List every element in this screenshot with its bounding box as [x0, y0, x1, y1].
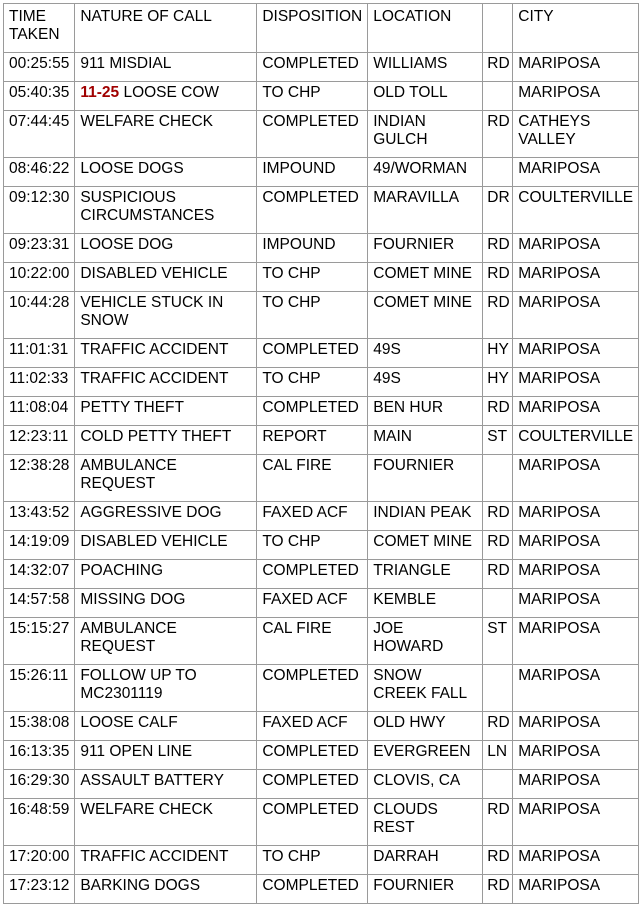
- cell-disposition: COMPLETED: [257, 397, 368, 426]
- table-row: [4, 770, 639, 799]
- cell-disposition: IMPOUND: [257, 234, 368, 263]
- table-row: [4, 292, 639, 339]
- cell-time-taken: 17:23:12: [4, 875, 75, 904]
- cell-nature-of-call: [75, 111, 257, 158]
- cell-street-suffix: HY: [483, 368, 513, 397]
- cell-disposition: FAXED ACF: [257, 712, 368, 741]
- header-city: CITY: [513, 4, 639, 53]
- cell-disposition: TO CHP: [257, 263, 368, 292]
- cell-disposition: REPORT: [257, 426, 368, 455]
- cell-location: FOURNIER: [368, 455, 483, 502]
- cell-street-suffix: [483, 455, 513, 502]
- cell-disposition: TO CHP: [257, 368, 368, 397]
- table-row: [4, 111, 639, 158]
- cell-city: MARIPOSA: [513, 665, 639, 712]
- cell-disposition: COMPLETED: [257, 111, 368, 158]
- cell-city: MARIPOSA: [513, 741, 639, 770]
- nature-text: AMBULANCE REQUEST: [80, 457, 182, 492]
- cell-disposition: COMPLETED: [257, 560, 368, 589]
- cell-location: OLD HWY: [368, 712, 483, 741]
- table-row: [4, 846, 639, 875]
- nature-text: TRAFFIC ACCIDENT: [80, 370, 229, 387]
- cell-street-suffix: [483, 82, 513, 111]
- nature-text: COLD PETTY THEFT: [80, 428, 232, 445]
- table-row: [4, 455, 639, 502]
- cell-street-suffix: [483, 158, 513, 187]
- cell-time-taken: 11:08:04: [4, 397, 75, 426]
- cell-street-suffix: ST: [483, 426, 513, 455]
- table-row: [4, 875, 639, 904]
- table-row: [4, 799, 639, 846]
- cell-street-suffix: RD: [483, 502, 513, 531]
- cell-location: CLOUDS REST: [368, 799, 483, 846]
- cell-disposition: FAXED ACF: [257, 589, 368, 618]
- cell-time-taken: 12:38:28: [4, 455, 75, 502]
- cell-street-suffix: [483, 589, 513, 618]
- table-row: [4, 560, 639, 589]
- table-row: [4, 158, 639, 187]
- table-row: [4, 589, 639, 618]
- cell-nature-of-call: [75, 589, 257, 618]
- cell-location: SNOW CREEK FALL: [368, 665, 483, 712]
- cell-street-suffix: DR: [483, 187, 513, 234]
- cell-nature-of-call: [75, 846, 257, 875]
- cell-time-taken: 10:22:00: [4, 263, 75, 292]
- cell-disposition: COMPLETED: [257, 741, 368, 770]
- cell-disposition: COMPLETED: [257, 875, 368, 904]
- cell-street-suffix: RD: [483, 560, 513, 589]
- cell-time-taken: 11:01:31: [4, 339, 75, 368]
- nature-text: PETTY THEFT: [80, 399, 184, 416]
- header-location: LOCATION: [368, 4, 483, 53]
- nature-text: TRAFFIC ACCIDENT: [80, 848, 229, 865]
- cell-location: KEMBLE: [368, 589, 483, 618]
- table-row: [4, 263, 639, 292]
- cell-time-taken: 14:57:58: [4, 589, 75, 618]
- cell-street-suffix: RD: [483, 263, 513, 292]
- cell-location: OLD TOLL: [368, 82, 483, 111]
- cell-time-taken: 00:25:55: [4, 53, 75, 82]
- cell-time-taken: 09:23:31: [4, 234, 75, 263]
- table-header-row: [4, 4, 639, 53]
- table-row: [4, 531, 639, 560]
- nature-text: MISSING DOG: [80, 591, 186, 608]
- cell-city: COULTERVILLE: [513, 426, 639, 455]
- header-nature-of-call: NATURE OF CALL: [75, 4, 257, 53]
- cell-time-taken: 16:48:59: [4, 799, 75, 846]
- cell-street-suffix: RD: [483, 234, 513, 263]
- nature-text: ASSAULT BATTERY: [80, 772, 224, 789]
- cell-time-taken: 16:29:30: [4, 770, 75, 799]
- cell-location: EVERGREEN: [368, 741, 483, 770]
- cell-location: JOE HOWARD: [368, 618, 483, 665]
- table-row: [4, 339, 639, 368]
- cell-time-taken: 05:40:35: [4, 82, 75, 111]
- cell-city: MARIPOSA: [513, 53, 639, 82]
- cell-city: MARIPOSA: [513, 770, 639, 799]
- cell-disposition: COMPLETED: [257, 53, 368, 82]
- cell-city: MARIPOSA: [513, 339, 639, 368]
- table-row: [4, 741, 639, 770]
- header-time-taken: TIME TAKEN: [4, 4, 75, 53]
- cell-location: TRIANGLE: [368, 560, 483, 589]
- cell-time-taken: 15:15:27: [4, 618, 75, 665]
- nature-text: SUSPICIOUS CIRCUMSTANCES: [80, 189, 215, 224]
- cell-location: COMET MINE: [368, 263, 483, 292]
- cell-disposition: COMPLETED: [257, 187, 368, 234]
- cell-location: INDIAN PEAK: [368, 502, 483, 531]
- cell-location: COMET MINE: [368, 531, 483, 560]
- cell-nature-of-call: [75, 665, 257, 712]
- cell-time-taken: 17:20:00: [4, 846, 75, 875]
- cell-street-suffix: RD: [483, 53, 513, 82]
- cell-street-suffix: RD: [483, 397, 513, 426]
- cell-location: MAIN: [368, 426, 483, 455]
- table-row: [4, 82, 639, 111]
- cell-disposition: COMPLETED: [257, 799, 368, 846]
- table-row: [4, 368, 639, 397]
- nature-text: FOLLOW UP TO MC2301119: [80, 667, 201, 702]
- table-row: [4, 397, 639, 426]
- cell-city: MARIPOSA: [513, 502, 639, 531]
- cell-street-suffix: RD: [483, 531, 513, 560]
- nature-text: BARKING DOGS: [80, 877, 201, 894]
- cell-city: CATHEYS VALLEY: [513, 111, 639, 158]
- cell-city: MARIPOSA: [513, 82, 639, 111]
- cell-disposition: CAL FIRE: [257, 455, 368, 502]
- cell-city: MARIPOSA: [513, 368, 639, 397]
- nature-text: DISABLED VEHICLE: [80, 533, 228, 550]
- cell-time-taken: 07:44:45: [4, 111, 75, 158]
- cell-time-taken: 15:26:11: [4, 665, 75, 712]
- nature-text: LOOSE DOGS: [80, 160, 184, 177]
- call-log-table: [3, 3, 639, 904]
- cell-nature-of-call: [75, 560, 257, 589]
- cell-time-taken: 14:32:07: [4, 560, 75, 589]
- cell-location: COMET MINE: [368, 292, 483, 339]
- cell-city: MARIPOSA: [513, 292, 639, 339]
- cell-city: MARIPOSA: [513, 234, 639, 263]
- cell-disposition: COMPLETED: [257, 770, 368, 799]
- nature-text: AGGRESSIVE DOG: [80, 504, 222, 521]
- cell-nature-of-call: [75, 770, 257, 799]
- nature-text: LOOSE COW: [119, 84, 220, 101]
- cell-city: MARIPOSA: [513, 846, 639, 875]
- cell-city: MARIPOSA: [513, 531, 639, 560]
- cell-street-suffix: ST: [483, 618, 513, 665]
- cell-nature-of-call: [75, 397, 257, 426]
- cell-nature-of-call: [75, 53, 257, 82]
- cell-location: 49/WORMAN: [368, 158, 483, 187]
- cell-city: MARIPOSA: [513, 799, 639, 846]
- cell-time-taken: 13:43:52: [4, 502, 75, 531]
- cell-disposition: COMPLETED: [257, 665, 368, 712]
- cell-nature-of-call: [75, 741, 257, 770]
- cell-disposition: CAL FIRE: [257, 618, 368, 665]
- cell-city: MARIPOSA: [513, 158, 639, 187]
- cell-nature-of-call: [75, 455, 257, 502]
- cell-location: CLOVIS, CA: [368, 770, 483, 799]
- cell-nature-of-call: [75, 187, 257, 234]
- cell-city: MARIPOSA: [513, 712, 639, 741]
- table-row: [4, 187, 639, 234]
- table-row: [4, 712, 639, 741]
- cell-location: 49S: [368, 339, 483, 368]
- cell-street-suffix: HY: [483, 339, 513, 368]
- cell-disposition: COMPLETED: [257, 339, 368, 368]
- cell-nature-of-call: [75, 712, 257, 741]
- cell-nature-of-call: [75, 502, 257, 531]
- cell-location: 49S: [368, 368, 483, 397]
- cell-time-taken: 09:12:30: [4, 187, 75, 234]
- cell-street-suffix: RD: [483, 846, 513, 875]
- table-row: [4, 53, 639, 82]
- cell-location: MARAVILLA: [368, 187, 483, 234]
- table-row: [4, 502, 639, 531]
- cell-nature-of-call: [75, 531, 257, 560]
- call-code-label: 11-25: [80, 84, 120, 101]
- cell-city: COULTERVILLE: [513, 187, 639, 234]
- cell-nature-of-call: [75, 158, 257, 187]
- cell-time-taken: 15:38:08: [4, 712, 75, 741]
- cell-time-taken: 08:46:22: [4, 158, 75, 187]
- cell-city: MARIPOSA: [513, 589, 639, 618]
- cell-time-taken: 11:02:33: [4, 368, 75, 397]
- cell-disposition: TO CHP: [257, 846, 368, 875]
- table-row: [4, 234, 639, 263]
- cell-city: MARIPOSA: [513, 618, 639, 665]
- nature-text: VEHICLE STUCK IN SNOW: [80, 294, 228, 329]
- nature-text: 911 OPEN LINE: [80, 743, 193, 760]
- nature-text: WELFARE CHECK: [80, 113, 213, 130]
- cell-time-taken: 14:19:09: [4, 531, 75, 560]
- cell-street-suffix: [483, 770, 513, 799]
- cell-nature-of-call: [75, 618, 257, 665]
- cell-street-suffix: LN: [483, 741, 513, 770]
- cell-city: MARIPOSA: [513, 397, 639, 426]
- cell-location: INDIAN GULCH: [368, 111, 483, 158]
- cell-nature-of-call: [75, 234, 257, 263]
- cell-nature-of-call: [75, 875, 257, 904]
- header-suffix: [483, 4, 513, 53]
- cell-city: MARIPOSA: [513, 560, 639, 589]
- nature-text: AMBULANCE REQUEST: [80, 620, 182, 655]
- nature-text: POACHING: [80, 562, 164, 579]
- cell-time-taken: 16:13:35: [4, 741, 75, 770]
- cell-street-suffix: RD: [483, 292, 513, 339]
- cell-street-suffix: [483, 665, 513, 712]
- cell-location: BEN HUR: [368, 397, 483, 426]
- table-row: [4, 618, 639, 665]
- cell-nature-of-call: [75, 799, 257, 846]
- table-row: [4, 665, 639, 712]
- cell-disposition: TO CHP: [257, 292, 368, 339]
- cell-nature-of-call: [75, 339, 257, 368]
- cell-disposition: TO CHP: [257, 531, 368, 560]
- cell-disposition: FAXED ACF: [257, 502, 368, 531]
- cell-time-taken: 10:44:28: [4, 292, 75, 339]
- cell-time-taken: 12:23:11: [4, 426, 75, 455]
- nature-text: WELFARE CHECK: [80, 801, 213, 818]
- cell-disposition: IMPOUND: [257, 158, 368, 187]
- cell-street-suffix: RD: [483, 875, 513, 904]
- cell-location: FOURNIER: [368, 875, 483, 904]
- cell-city: MARIPOSA: [513, 263, 639, 292]
- cell-nature-of-call: [75, 292, 257, 339]
- nature-text: LOOSE DOG: [80, 236, 174, 253]
- nature-text: DISABLED VEHICLE: [80, 265, 228, 282]
- cell-location: DARRAH: [368, 846, 483, 875]
- cell-street-suffix: RD: [483, 111, 513, 158]
- header-disposition: DISPOSITION: [257, 4, 368, 53]
- nature-text: LOOSE CALF: [80, 714, 178, 731]
- cell-disposition: TO CHP: [257, 82, 368, 111]
- cell-location: WILLIAMS: [368, 53, 483, 82]
- cell-nature-of-call: [75, 368, 257, 397]
- nature-text: TRAFFIC ACCIDENT: [80, 341, 229, 358]
- cell-city: MARIPOSA: [513, 875, 639, 904]
- cell-street-suffix: RD: [483, 712, 513, 741]
- cell-nature-of-call: [75, 263, 257, 292]
- nature-text: 911 MISDIAL: [80, 55, 172, 72]
- cell-nature-of-call: [75, 82, 257, 111]
- table-row: [4, 426, 639, 455]
- cell-location: FOURNIER: [368, 234, 483, 263]
- cell-city: MARIPOSA: [513, 455, 639, 502]
- cell-street-suffix: RD: [483, 799, 513, 846]
- cell-nature-of-call: [75, 426, 257, 455]
